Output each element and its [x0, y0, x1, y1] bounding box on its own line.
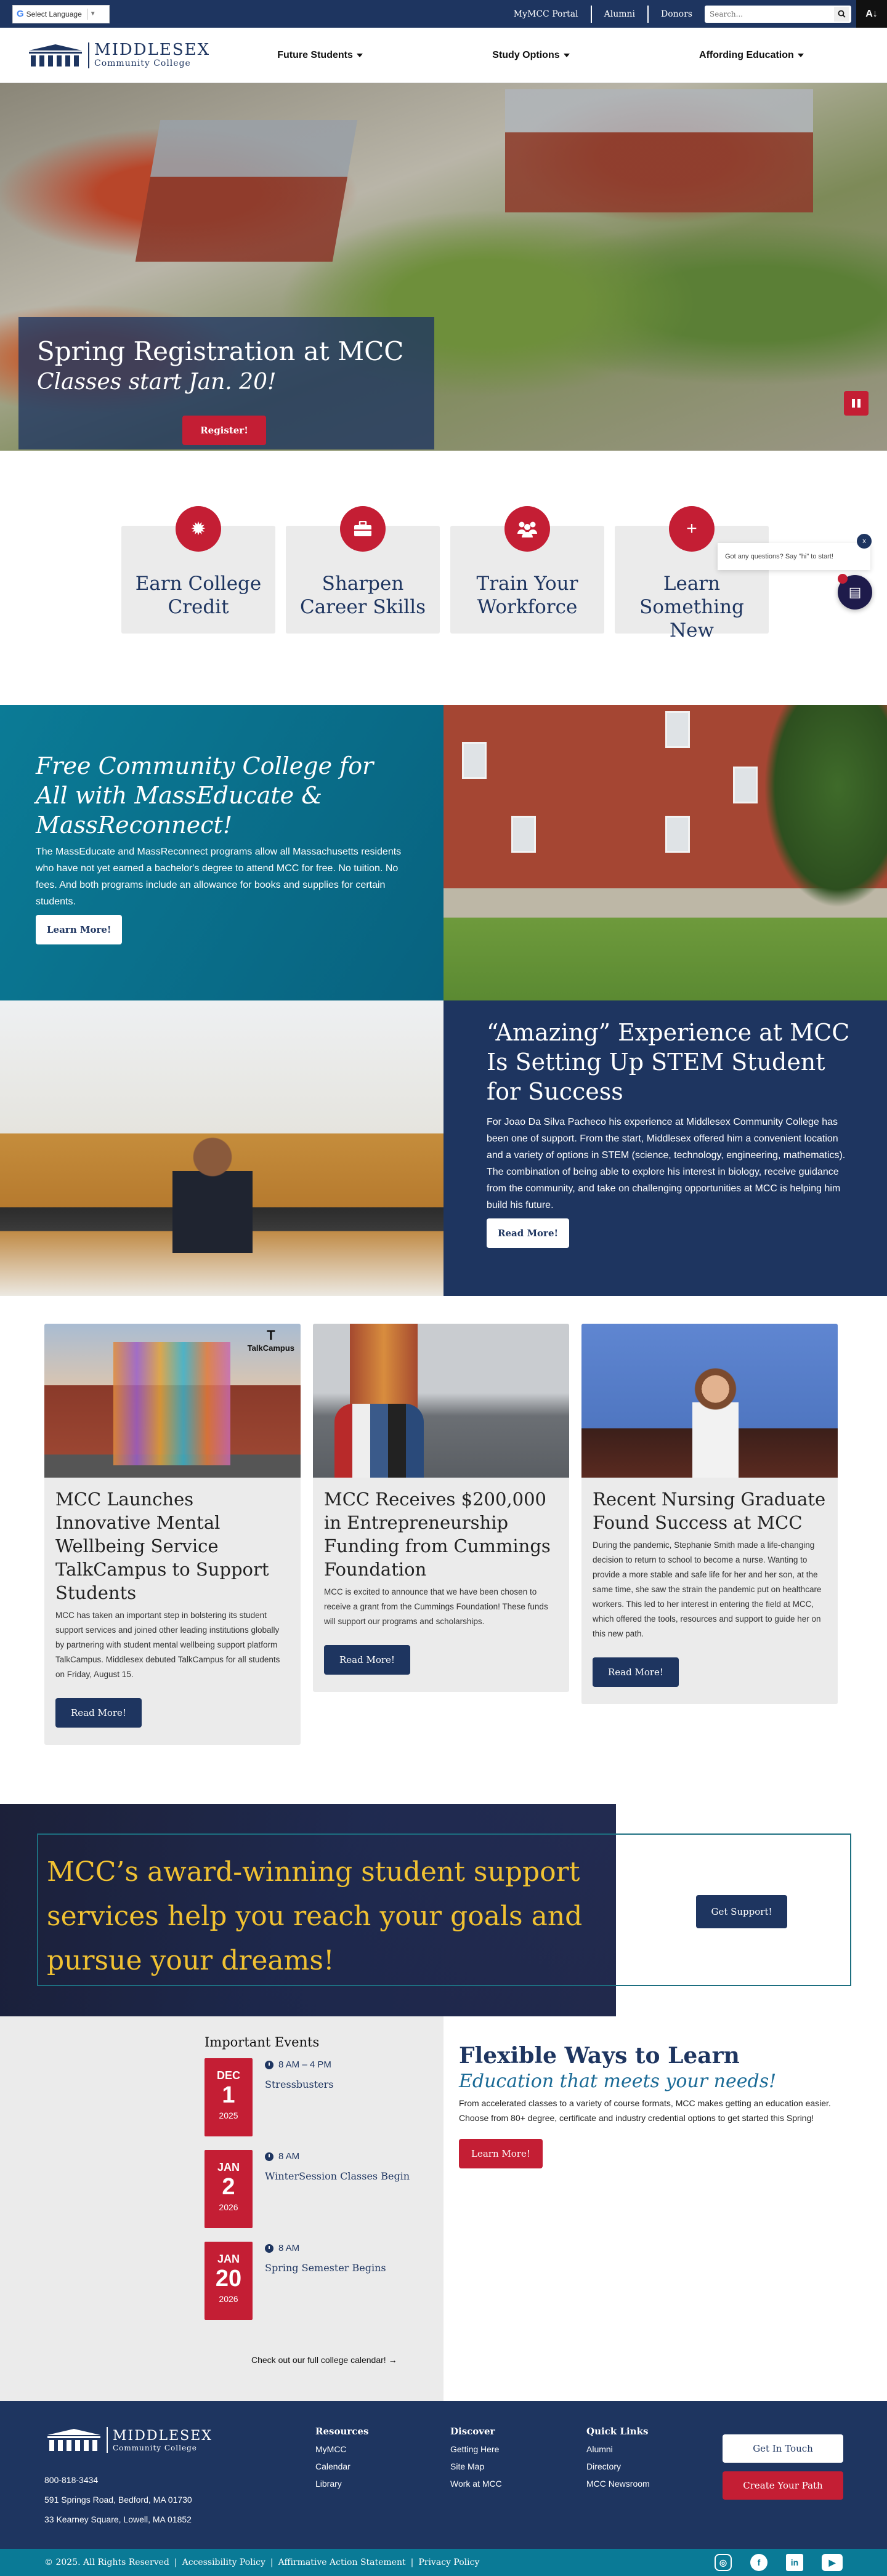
news-body: MCC is excited to announce that we have been chosen to receive a grant from the Cummings Foundation! These funds will support our programs and scholarships.: [324, 1587, 548, 1626]
news-image-graduate-speaker: [581, 1324, 838, 1478]
footer: [0, 2401, 887, 2549]
group-icon: [504, 506, 550, 552]
chat-close-button[interactable]: x: [857, 534, 872, 549]
hero-slider: [0, 83, 887, 451]
event-date: JAN 20 2026: [205, 2242, 253, 2320]
news-image-mural-building: [44, 1324, 301, 1478]
footer-col-quick-links: [586, 2426, 650, 2492]
read-more-button[interactable]: Read More!: [593, 1657, 679, 1687]
footer-col-discover: [450, 2426, 502, 2492]
footer-link[interactable]: MyMCC: [315, 2444, 347, 2454]
link-alumni[interactable]: Alumni: [604, 9, 636, 19]
news-section: [0, 1296, 887, 1785]
footer-link[interactable]: Alumni: [586, 2444, 613, 2454]
event-date: JAN 2 2026: [205, 2150, 253, 2228]
hero-subtitle: Classes start Jan. 20!: [37, 369, 277, 395]
column-heading: Resources: [315, 2426, 369, 2437]
program-pathways: [0, 451, 887, 705]
card-title: Sharpen Career Skills: [299, 573, 426, 618]
pause-icon: [857, 399, 861, 408]
footer-link[interactable]: Directory: [586, 2461, 622, 2471]
search-box: [705, 6, 851, 23]
affirmative-action-link[interactable]: Affirmative Action Statement: [278, 2558, 406, 2567]
stem-title: “Amazing” Experience at MCC Is Setting Up STEM Student for Success: [487, 1019, 850, 1105]
pause-icon: [852, 399, 855, 408]
hero-caption: [18, 317, 434, 449]
event-name[interactable]: Spring Semester Begins: [265, 2262, 386, 2274]
news-title: MCC Receives $200,000 in Entrepreneurship Funding from Cummings Foundation: [324, 1489, 551, 1580]
news-body: MCC has taken an important step in bolstering its student support services and joined other leading institutions globally by partnering with student mental wellbeing support platform TalkCampus. Middlesex debuted TalkCampus for all students on Friday, August 15.: [55, 1611, 280, 1679]
columns-logo-icon: [46, 2428, 102, 2452]
footer-link[interactable]: Site Map: [450, 2461, 485, 2471]
masseducate-content: [0, 705, 444, 1000]
masseducate-body: The MassEducate and MassReconnect programs allow all Massachusetts residents who have not yet earned a bachelor's degree to attend MCC for free. No tuition. No fees. And both programs include an allowance for books and supplies for certain students.: [36, 847, 402, 907]
columns-logo-icon: [28, 43, 83, 68]
nav-label: Study Options: [492, 49, 560, 60]
column-heading: Discover: [450, 2426, 495, 2437]
hero-title: Spring Registration at MCC: [37, 336, 404, 366]
students-walking-photo: [444, 705, 887, 1000]
logo-line1: MIDDLESEX: [113, 2428, 213, 2444]
create-your-path-button[interactable]: Create Your Path: [723, 2471, 843, 2500]
important-events: [0, 2016, 444, 2401]
flexible-learning: [444, 2016, 887, 2401]
footer-col-resources: [315, 2426, 368, 2492]
address-bedford: 591 Springs Road, Bedford, MA 01730: [44, 2495, 192, 2505]
read-more-button[interactable]: Read More!: [487, 1218, 569, 1248]
clock-icon: [265, 2244, 273, 2253]
event-time: 8 AM – 4 PM: [278, 2059, 331, 2070]
support-services-banner: [0, 1804, 887, 2016]
news-image-cummings-grant-group: [313, 1324, 569, 1478]
footer-link[interactable]: Work at MCC: [450, 2479, 502, 2489]
nav-study-options[interactable]: [492, 50, 569, 61]
font-size-icon: A↓: [865, 8, 878, 19]
instagram-icon[interactable]: ◎: [715, 2554, 732, 2571]
news-card: [44, 1324, 301, 1745]
google-icon: G: [17, 9, 24, 19]
search-button[interactable]: [834, 7, 849, 22]
language-label: Select Language: [26, 9, 82, 18]
news-card: [313, 1324, 569, 1692]
news-title: MCC Launches Innovative Mental Wellbeing Service TalkCampus to Support Students: [55, 1489, 269, 1603]
language-selector[interactable]: [12, 5, 110, 23]
logo-divider: [88, 42, 89, 68]
event-item[interactable]: [205, 2058, 444, 2136]
caret-down-icon: [357, 54, 363, 57]
college-logo[interactable]: [28, 42, 213, 69]
pause-slider-button[interactable]: [844, 391, 869, 416]
address-lowell: 33 Kearney Square, Lowell, MA 01852: [44, 2514, 192, 2524]
caret-down-icon: ▼: [89, 10, 96, 17]
footer-link[interactable]: Library: [315, 2479, 342, 2489]
event-time: 8 AM: [278, 2151, 300, 2162]
learn-more-button[interactable]: Learn More!: [459, 2139, 543, 2168]
phone-number[interactable]: 800-818-3434: [44, 2475, 99, 2485]
get-support-button[interactable]: Get Support!: [696, 1895, 787, 1928]
card-train-your-workforce[interactable]: [450, 526, 604, 634]
briefcase-icon: [340, 506, 386, 552]
event-item[interactable]: [205, 2150, 444, 2228]
accessibility-policy-link[interactable]: Accessibility Policy: [182, 2558, 265, 2567]
main-navigation: [0, 28, 887, 83]
link-donors[interactable]: Donors: [661, 9, 692, 19]
full-calendar-link[interactable]: Check out our full college calendar! →: [251, 2355, 397, 2365]
news-card: [581, 1324, 838, 1704]
stem-story-content: [444, 1000, 887, 1296]
get-in-touch-button[interactable]: Get In Touch: [723, 2434, 843, 2463]
card-learn-something-new[interactable]: [615, 518, 769, 642]
events-heading: Important Events: [205, 2035, 320, 2050]
learn-more-button[interactable]: Learn More!: [36, 915, 122, 944]
flexible-title: Flexible Ways to Learn: [459, 2043, 740, 2069]
footer-link[interactable]: Getting Here: [450, 2444, 500, 2454]
register-button[interactable]: Register!: [182, 416, 266, 445]
youtube-icon[interactable]: ▶: [822, 2554, 843, 2571]
event-date: DEC 1 2025: [205, 2058, 253, 2136]
card-title: Learn Something New: [639, 573, 744, 642]
clock-icon: [265, 2061, 273, 2069]
nav-future-students[interactable]: [277, 50, 363, 61]
student-lab-photo: [0, 1000, 444, 1296]
footer-link[interactable]: MCC Newsroom: [586, 2479, 650, 2489]
stem-body: For Joao Da Silva Pacheco his experience at Middlesex Community College has been one of support. From the start, Middlesex offered him a convenient location and a variety of options in STEM (science, technology, engineering, mathematics). The combination of being able to explore his interest in biology, receive guidance from the community, and take on challenging opportunities at MCC is helping him build his future.: [487, 1117, 846, 1210]
plus-icon: +: [669, 506, 715, 552]
facebook-icon[interactable]: f: [750, 2554, 768, 2571]
flexible-body: From accelerated classes to a variety of course formats, MCC makes getting an education easier. Choose from 80+ degree, certificate and industry credential options to get started this Spring!: [459, 2098, 831, 2123]
footer-logo[interactable]: [46, 2427, 213, 2453]
search-input[interactable]: [710, 10, 820, 18]
event-time: 8 AM: [278, 2243, 300, 2253]
events-and-learning: [0, 2016, 887, 2401]
card-sharpen-career-skills[interactable]: [286, 526, 440, 634]
masseducate-section: [0, 705, 887, 1000]
linkedin-icon[interactable]: in: [786, 2554, 803, 2571]
column-heading: Quick Links: [586, 2426, 649, 2437]
badge-icon: ✹: [176, 506, 221, 552]
news-body: During the pandemic, Stephanie Smith made a life-changing decision to return to school to become a nurse. Wanting to provide a more stable and safe life for her and her son, at the same time, she saw the strain the pandemic put on healthcare workers. This led to her interest in entering the field at MCC, which offered the tools, resources and support to guide her on this new path.: [593, 1540, 822, 1638]
clock-icon: [265, 2152, 273, 2161]
footer-link[interactable]: Calendar: [315, 2461, 350, 2471]
support-headline: MCC’s award-winning student support services help you reach your goals and pursue your dreams!: [47, 1856, 583, 1976]
card-title: Earn College Credit: [135, 573, 262, 618]
event-name[interactable]: Stressbusters: [265, 2079, 334, 2090]
nav-label: Affording Education: [699, 49, 794, 60]
read-more-button[interactable]: Read More!: [324, 1645, 410, 1675]
flexible-subtitle: Education that meets your needs!: [459, 2071, 777, 2092]
search-icon: [838, 10, 846, 18]
caret-down-icon: [564, 54, 570, 57]
stem-story-section: [0, 1000, 887, 1296]
card-title: Train Your Workforce: [476, 573, 578, 618]
link-mymcc-portal[interactable]: MyMCC Portal: [513, 9, 578, 19]
nav-affording-education[interactable]: [699, 50, 804, 61]
privacy-policy-link[interactable]: Privacy Policy: [418, 2558, 480, 2567]
utility-bar: [0, 0, 887, 28]
event-item[interactable]: [205, 2242, 444, 2320]
copyright: © 2025. All Rights Reserved: [44, 2558, 169, 2567]
chat-bubble-icon: ▤: [848, 584, 862, 600]
footer-contact: [44, 2470, 192, 2529]
footer-bottom-bar: © 2025. All Rights Reserved | Accessibility Policy | Affirmative Action Statement | Privacy Policy ◎ f in ▶: [0, 2549, 887, 2576]
read-more-button[interactable]: Read More!: [55, 1698, 142, 1728]
hero-image-building: [505, 89, 813, 212]
nav-label: Future Students: [277, 49, 353, 60]
card-earn-college-credit[interactable]: [121, 518, 275, 634]
logo-line2: Community College: [113, 2443, 197, 2452]
notification-dot: [838, 574, 848, 584]
accessibility-font-button[interactable]: [856, 0, 887, 28]
logo-line2: Community College: [94, 58, 191, 68]
logo-line1: MIDDLESEX: [94, 40, 211, 59]
chat-tooltip: Got any questions? Say "hi" to start!: [718, 543, 870, 570]
news-title: Recent Nursing Graduate Found Success at MCC: [593, 1489, 826, 1533]
hero-image-building: [136, 120, 358, 262]
talkcampus-logo: T TalkCampus: [247, 1327, 294, 1353]
caret-down-icon: [798, 54, 804, 57]
event-name[interactable]: WinterSession Classes Begin: [265, 2170, 410, 2182]
masseducate-title: Free Community College for All with MassEducate & MassReconnect!: [36, 752, 374, 839]
